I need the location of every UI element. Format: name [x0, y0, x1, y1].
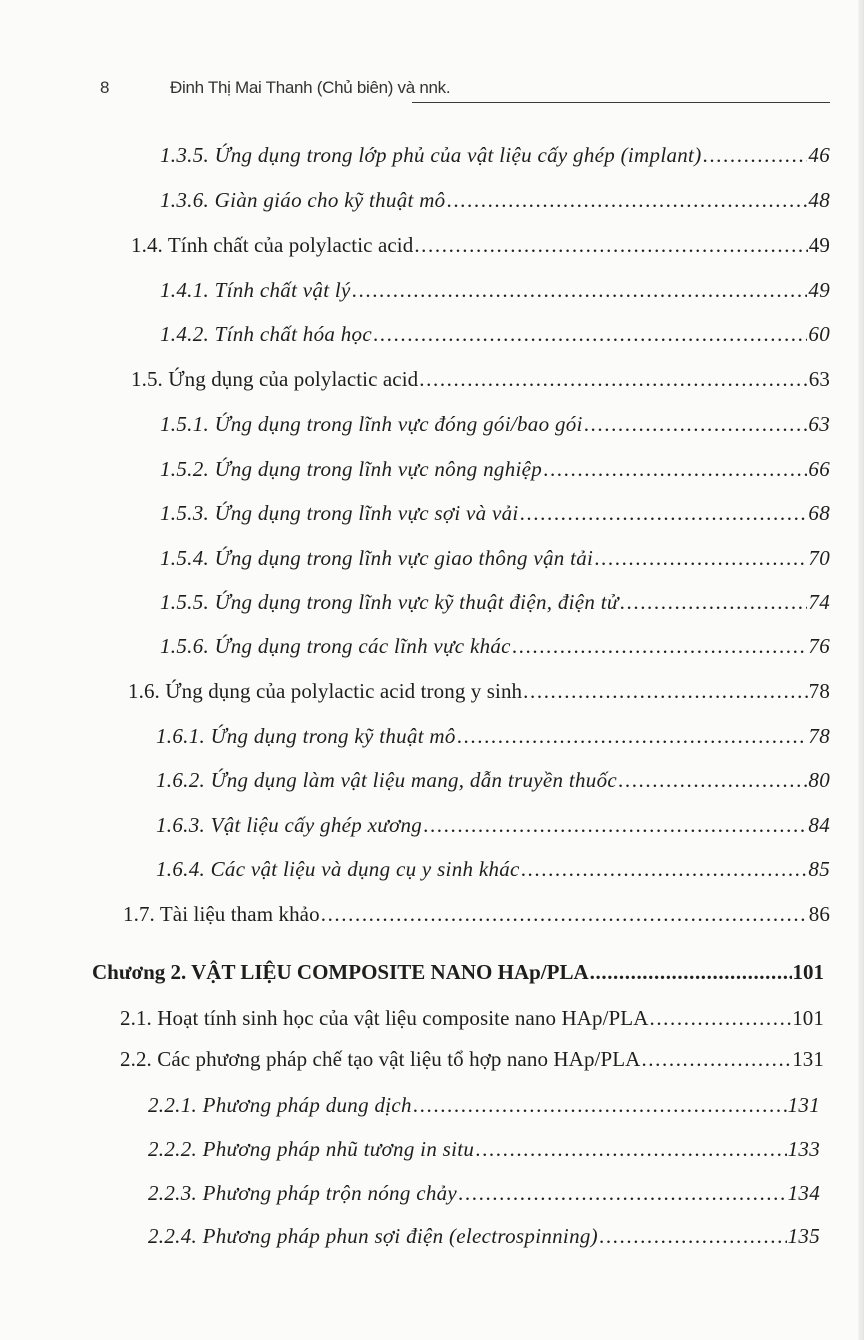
toc-entry-page: 86: [808, 902, 830, 926]
toc-entry: [160, 546, 830, 571]
toc-entry-label: 1.6.1. Ứng dụng trong kỹ thuật mô: [156, 724, 456, 748]
toc-leader-dots: [702, 143, 807, 168]
toc-entry-label: 2.2.1. Phương pháp dung dịch: [148, 1093, 412, 1117]
toc-entry-label: 1.5.5. Ứng dụng trong lĩnh vực kỹ thuật điện, điện tử: [160, 590, 619, 614]
toc-leader-dots: [521, 857, 808, 882]
toc-entry: [156, 857, 830, 882]
toc-entry: [123, 902, 830, 927]
toc-entry-label: 1.6. Ứng dụng của polylactic acid trong y sinh: [128, 679, 523, 703]
header-rule: [412, 102, 830, 103]
toc-entry: [156, 813, 830, 838]
toc-entry-label: 1.4.2. Tính chất hóa học: [160, 322, 372, 346]
toc-entry-label: 1.5.4. Ứng dụng trong lĩnh vực giao thông vận tải: [160, 546, 594, 570]
toc-entry: [128, 679, 830, 704]
toc-entry-page: 101: [792, 960, 824, 984]
toc-entry-page: 48: [808, 188, 830, 212]
toc-entry: [160, 457, 830, 482]
toc-entry: [131, 367, 830, 392]
toc-leader-dots: [590, 960, 792, 985]
toc-entry-page: 46: [808, 143, 830, 167]
toc-entry-label: 1.3.6. Giàn giáo cho kỹ thuật mô: [160, 188, 446, 212]
toc-entry: [160, 412, 830, 437]
toc-entry: [156, 724, 830, 749]
toc-entry: [156, 768, 830, 793]
toc-entry: [160, 634, 830, 659]
toc-leader-dots: [641, 1047, 791, 1072]
toc-entry-page: 78: [808, 724, 830, 748]
toc-leader-dots: [373, 322, 807, 347]
toc-entry: [160, 322, 830, 347]
toc-entry-page: 135: [787, 1224, 820, 1248]
toc-entry-page: 80: [808, 768, 830, 792]
toc-entry-label: 2.2.3. Phương pháp trộn nóng chảy: [148, 1181, 458, 1205]
toc-entry-label: 1.5. Ứng dụng của polylactic acid: [131, 367, 419, 391]
toc-entry-label: Chương 2. VẬT LIỆU COMPOSITE NANO HAp/PLA: [92, 960, 589, 984]
toc-entry-page: 49: [808, 233, 830, 257]
toc-leader-dots: [457, 724, 808, 749]
toc-entry-label: 2.2. Các phương pháp chế tạo vật liệu tổ hợp nano HAp/PLA: [120, 1047, 641, 1071]
toc-leader-dots: [594, 546, 807, 571]
toc-entry-page: 133: [787, 1137, 820, 1161]
toc-entry: [120, 1006, 824, 1031]
toc-entry-label: 1.7. Tài liệu tham khảo: [123, 902, 320, 926]
page-number: 8: [100, 78, 110, 97]
toc-entry: [148, 1181, 820, 1206]
toc-entry: [148, 1137, 820, 1162]
toc-leader-dots: [512, 634, 808, 659]
toc-entry-label: 1.6.4. Các vật liệu và dụng cụ y sinh khác: [156, 857, 520, 881]
toc-entry-page: 134: [787, 1181, 820, 1205]
toc-entry-label: 2.2.4. Phương pháp phun sợi điện (electrospinning): [148, 1224, 598, 1248]
toc-entry-page: 101: [792, 1006, 824, 1030]
toc-leader-dots: [446, 188, 807, 213]
toc-entry: [160, 188, 830, 213]
toc-leader-dots: [419, 367, 808, 392]
toc-entry: [131, 233, 830, 258]
toc-entry-label: 1.5.3. Ứng dụng trong lĩnh vực sợi và vải: [160, 501, 519, 525]
toc-leader-dots: [649, 1006, 791, 1031]
toc-leader-dots: [423, 813, 807, 838]
toc-entry-page: 131: [787, 1093, 820, 1117]
toc-leader-dots: [543, 457, 807, 482]
toc-leader-dots: [321, 902, 808, 927]
toc-entry-label: 1.6.3. Vật liệu cấy ghép xương: [156, 813, 423, 837]
toc-entry-label: 1.5.1. Ứng dụng trong lĩnh vực đóng gói/bao gói: [160, 412, 583, 436]
running-header: [100, 76, 830, 104]
toc-leader-dots: [413, 1093, 787, 1118]
toc-entry-page: 84: [808, 813, 830, 837]
toc-leader-dots: [352, 278, 808, 303]
toc-entry-label: 1.5.6. Ứng dụng trong các lĩnh vực khác: [160, 634, 511, 658]
toc-entry-page: 131: [792, 1047, 824, 1071]
toc-entry-label: 2.1. Hoạt tính sinh học của vật liệu composite nano HAp/PLA: [120, 1006, 649, 1030]
toc-entry-page: 60: [808, 322, 830, 346]
toc-entry-label: 1.4.1. Tính chất vật lý: [160, 278, 351, 302]
toc-entry: [120, 1047, 824, 1072]
toc-entry-page: 66: [808, 457, 830, 481]
toc-leader-dots: [458, 1181, 787, 1206]
toc-entry-page: 49: [808, 278, 830, 302]
toc-leader-dots: [620, 590, 808, 615]
toc-entry: [160, 143, 830, 168]
toc-entry-page: 85: [808, 857, 830, 881]
toc-chapter-entry: [92, 960, 824, 985]
toc-entry-page: 68: [808, 501, 830, 525]
toc-entry: [160, 278, 830, 303]
toc-leader-dots: [523, 679, 808, 704]
toc-entry: [148, 1224, 820, 1249]
toc-leader-dots: [475, 1137, 786, 1162]
toc-leader-dots: [618, 768, 807, 793]
toc-entry-page: 74: [808, 590, 830, 614]
toc-leader-dots: [414, 233, 807, 258]
toc-entry: [160, 590, 830, 615]
toc-entry: [160, 501, 830, 526]
page-edge: [858, 0, 864, 1340]
toc-entry-page: 63: [808, 412, 830, 436]
toc-entry-label: 2.2.2. Phương pháp nhũ tương in situ: [148, 1137, 475, 1161]
toc-leader-dots: [520, 501, 808, 526]
toc-entry-label: 1.3.5. Ứng dụng trong lớp phủ của vật liệu cấy ghép (implant): [160, 143, 702, 167]
toc-entry-label: 1.4. Tính chất của polylactic acid: [131, 233, 414, 257]
toc-entry: [148, 1093, 820, 1118]
toc-entry-label: 1.6.2. Ứng dụng làm vật liệu mang, dẫn truyền thuốc: [156, 768, 617, 792]
toc-leader-dots: [584, 412, 808, 437]
toc-entry-label: 1.5.2. Ứng dụng trong lĩnh vực nông nghiệp: [160, 457, 543, 481]
toc-entry-page: 70: [808, 546, 830, 570]
toc-entry-page: 78: [808, 679, 830, 703]
toc-entry-page: 63: [808, 367, 830, 391]
running-title: Đinh Thị Mai Thanh (Chủ biên) và nnk.: [170, 78, 451, 97]
toc-entry-page: 76: [808, 634, 830, 658]
toc-leader-dots: [599, 1224, 787, 1249]
